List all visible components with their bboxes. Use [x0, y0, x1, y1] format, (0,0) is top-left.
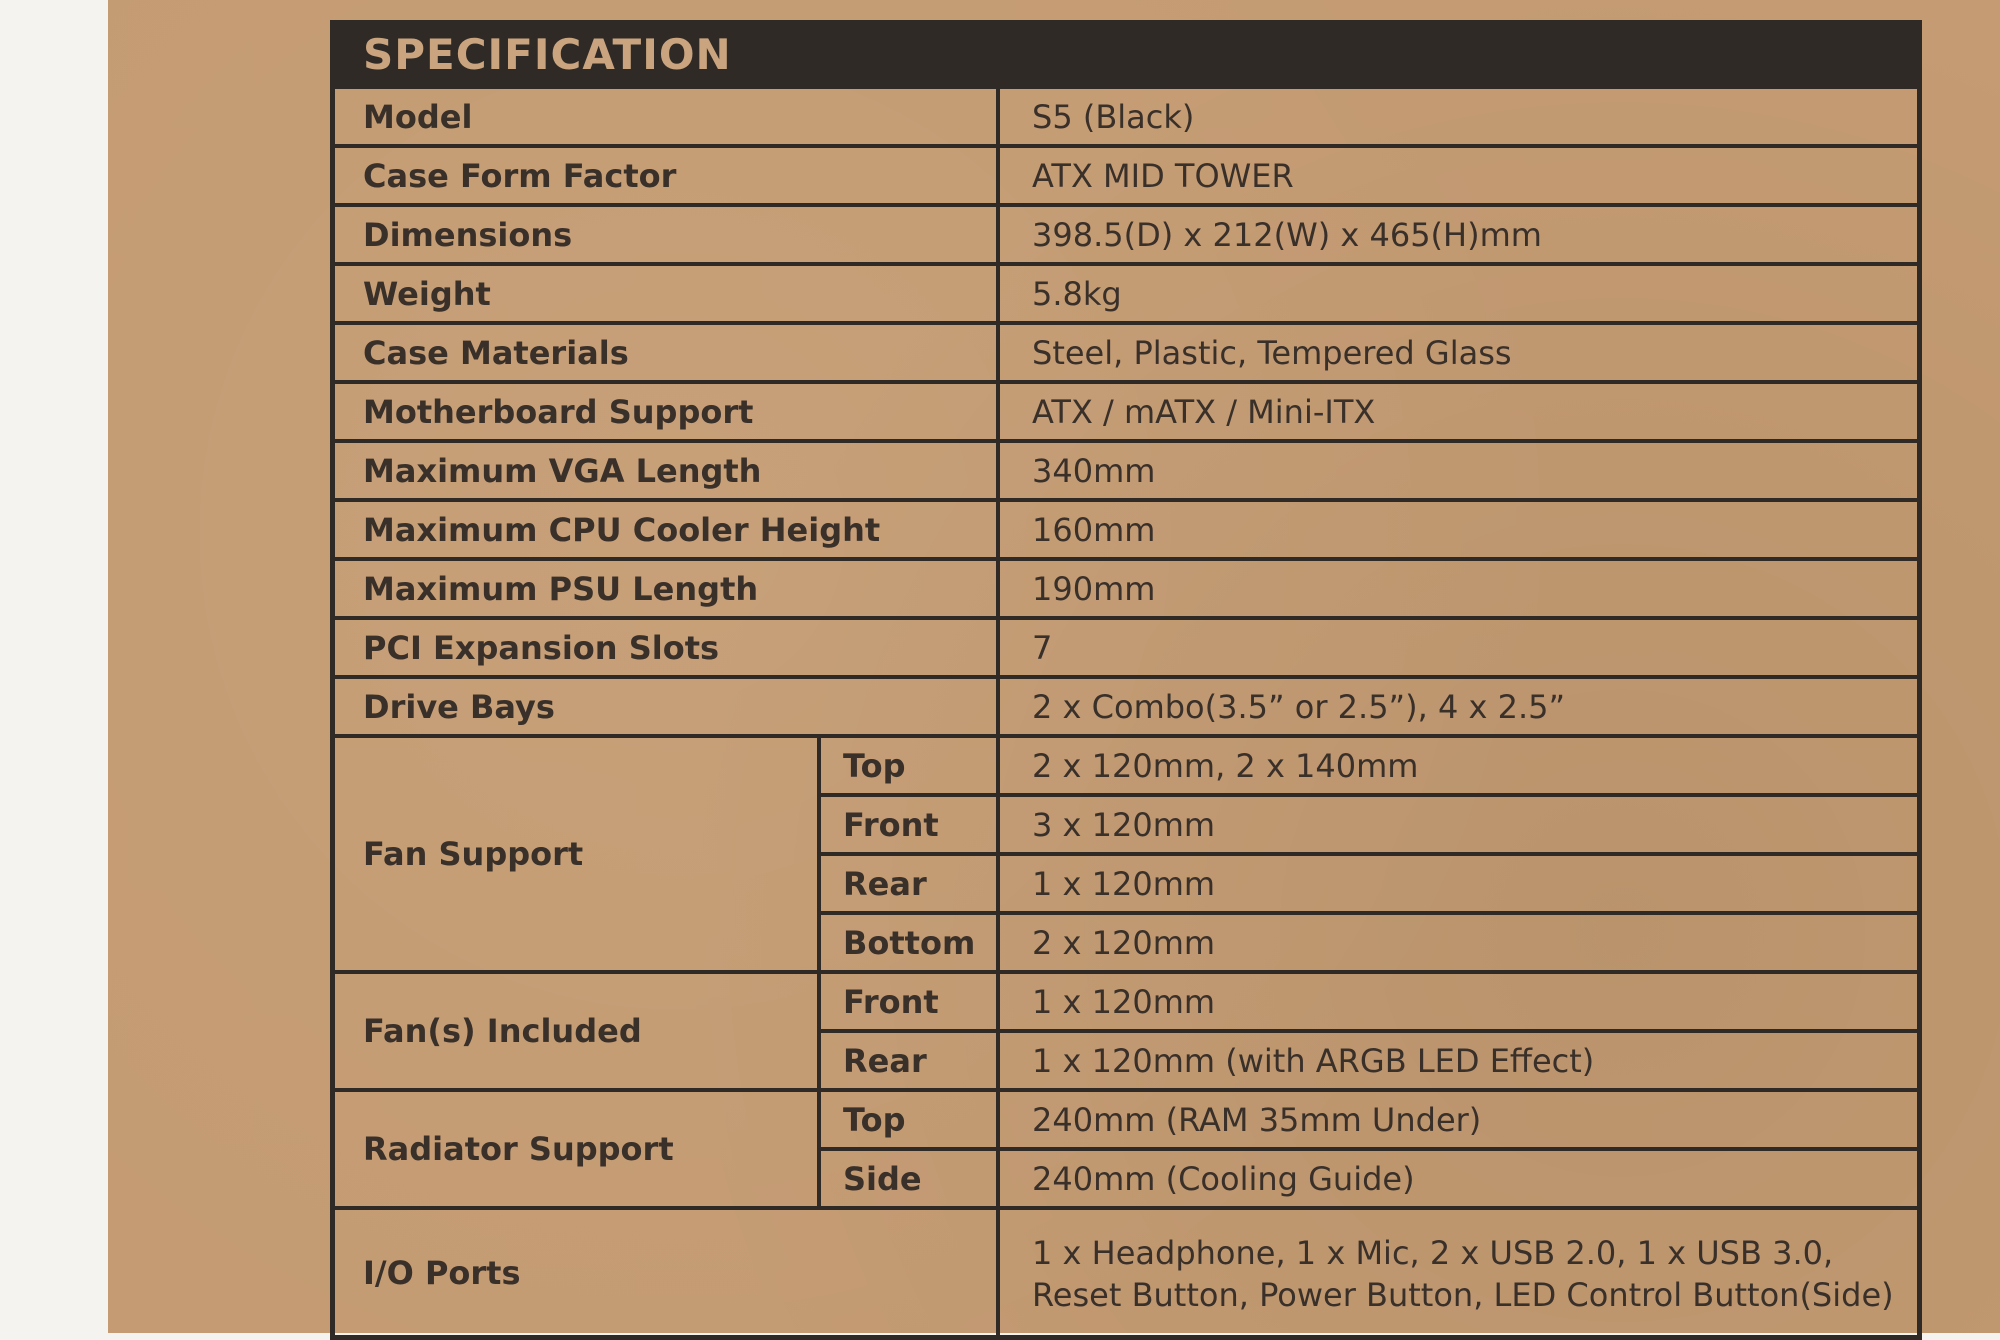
specification-table — [330, 20, 1922, 1320]
fan-support-front-label: Front — [821, 797, 1000, 856]
radiator-top-value: 240mm (RAM 35mm Under) — [1000, 1092, 1917, 1151]
fan-support-rear-value: 1 x 120mm — [1000, 856, 1917, 915]
row-value-pci: 7 — [1000, 620, 1917, 679]
fan-support-bottom-value: 2 x 120mm — [1000, 915, 1917, 974]
io-ports-line-1: 1 x Headphone, 1 x Mic, 2 x USB 2.0, 1 x USB 3.0, — [1032, 1233, 1834, 1272]
spec-grid — [330, 89, 1922, 1340]
row-label-materials: Case Materials — [335, 325, 1000, 384]
fan-support-rear-label: Rear — [821, 856, 1000, 915]
row-label-dimensions: Dimensions — [335, 207, 1000, 266]
row-label-pci: PCI Expansion Slots — [335, 620, 1000, 679]
group-label-radiator-support: Radiator Support — [335, 1092, 821, 1210]
row-value-dimensions: 398.5(D) x 212(W) x 465(H)mm — [1000, 207, 1917, 266]
fans-included-rear-value: 1 x 120mm (with ARGB LED Effect) — [1000, 1033, 1917, 1092]
radiator-side-label: Side — [821, 1151, 1000, 1210]
fan-support-bottom-label: Bottom — [821, 915, 1000, 974]
row-label-motherboard: Motherboard Support — [335, 384, 1000, 443]
row-value-vga: 340mm — [1000, 443, 1917, 502]
table-title: SPECIFICATION — [330, 20, 1922, 89]
row-label-cpu-cooler: Maximum CPU Cooler Height — [335, 502, 1000, 561]
radiator-side-value: 240mm (Cooling Guide) — [1000, 1151, 1917, 1210]
group-label-fans-included: Fan(s) Included — [335, 974, 821, 1092]
fan-support-top-value: 2 x 120mm, 2 x 140mm — [1000, 738, 1917, 797]
row-label-vga: Maximum VGA Length — [335, 443, 1000, 502]
row-value-weight: 5.8kg — [1000, 266, 1917, 325]
fans-included-rear-label: Rear — [821, 1033, 1000, 1092]
row-label-io-ports: I/O Ports — [335, 1210, 1000, 1335]
row-label-drive-bays: Drive Bays — [335, 679, 1000, 738]
row-value-model: S5 (Black) — [1000, 89, 1917, 148]
fans-included-front-value: 1 x 120mm — [1000, 974, 1917, 1033]
row-value-io-ports — [1000, 1210, 1917, 1335]
fan-support-top-label: Top — [821, 738, 1000, 797]
row-label-form-factor: Case Form Factor — [335, 148, 1000, 207]
row-value-materials: Steel, Plastic, Tempered Glass — [1000, 325, 1917, 384]
row-value-drive-bays: 2 x Combo(3.5” or 2.5”), 4 x 2.5” — [1000, 679, 1917, 738]
io-ports-line-2: Reset Button, Power Button, LED Control Button(Side) — [1032, 1275, 1894, 1314]
row-value-psu: 190mm — [1000, 561, 1917, 620]
row-label-psu: Maximum PSU Length — [335, 561, 1000, 620]
row-value-cpu-cooler: 160mm — [1000, 502, 1917, 561]
cardboard-box — [108, 0, 2000, 1333]
radiator-top-label: Top — [821, 1092, 1000, 1151]
row-value-motherboard: ATX / mATX / Mini-ITX — [1000, 384, 1917, 443]
fan-support-front-value: 3 x 120mm — [1000, 797, 1917, 856]
group-label-fan-support: Fan Support — [335, 738, 821, 974]
fans-included-front-label: Front — [821, 974, 1000, 1033]
row-label-model: Model — [335, 89, 1000, 148]
row-label-weight: Weight — [335, 266, 1000, 325]
row-value-form-factor: ATX MID TOWER — [1000, 148, 1917, 207]
